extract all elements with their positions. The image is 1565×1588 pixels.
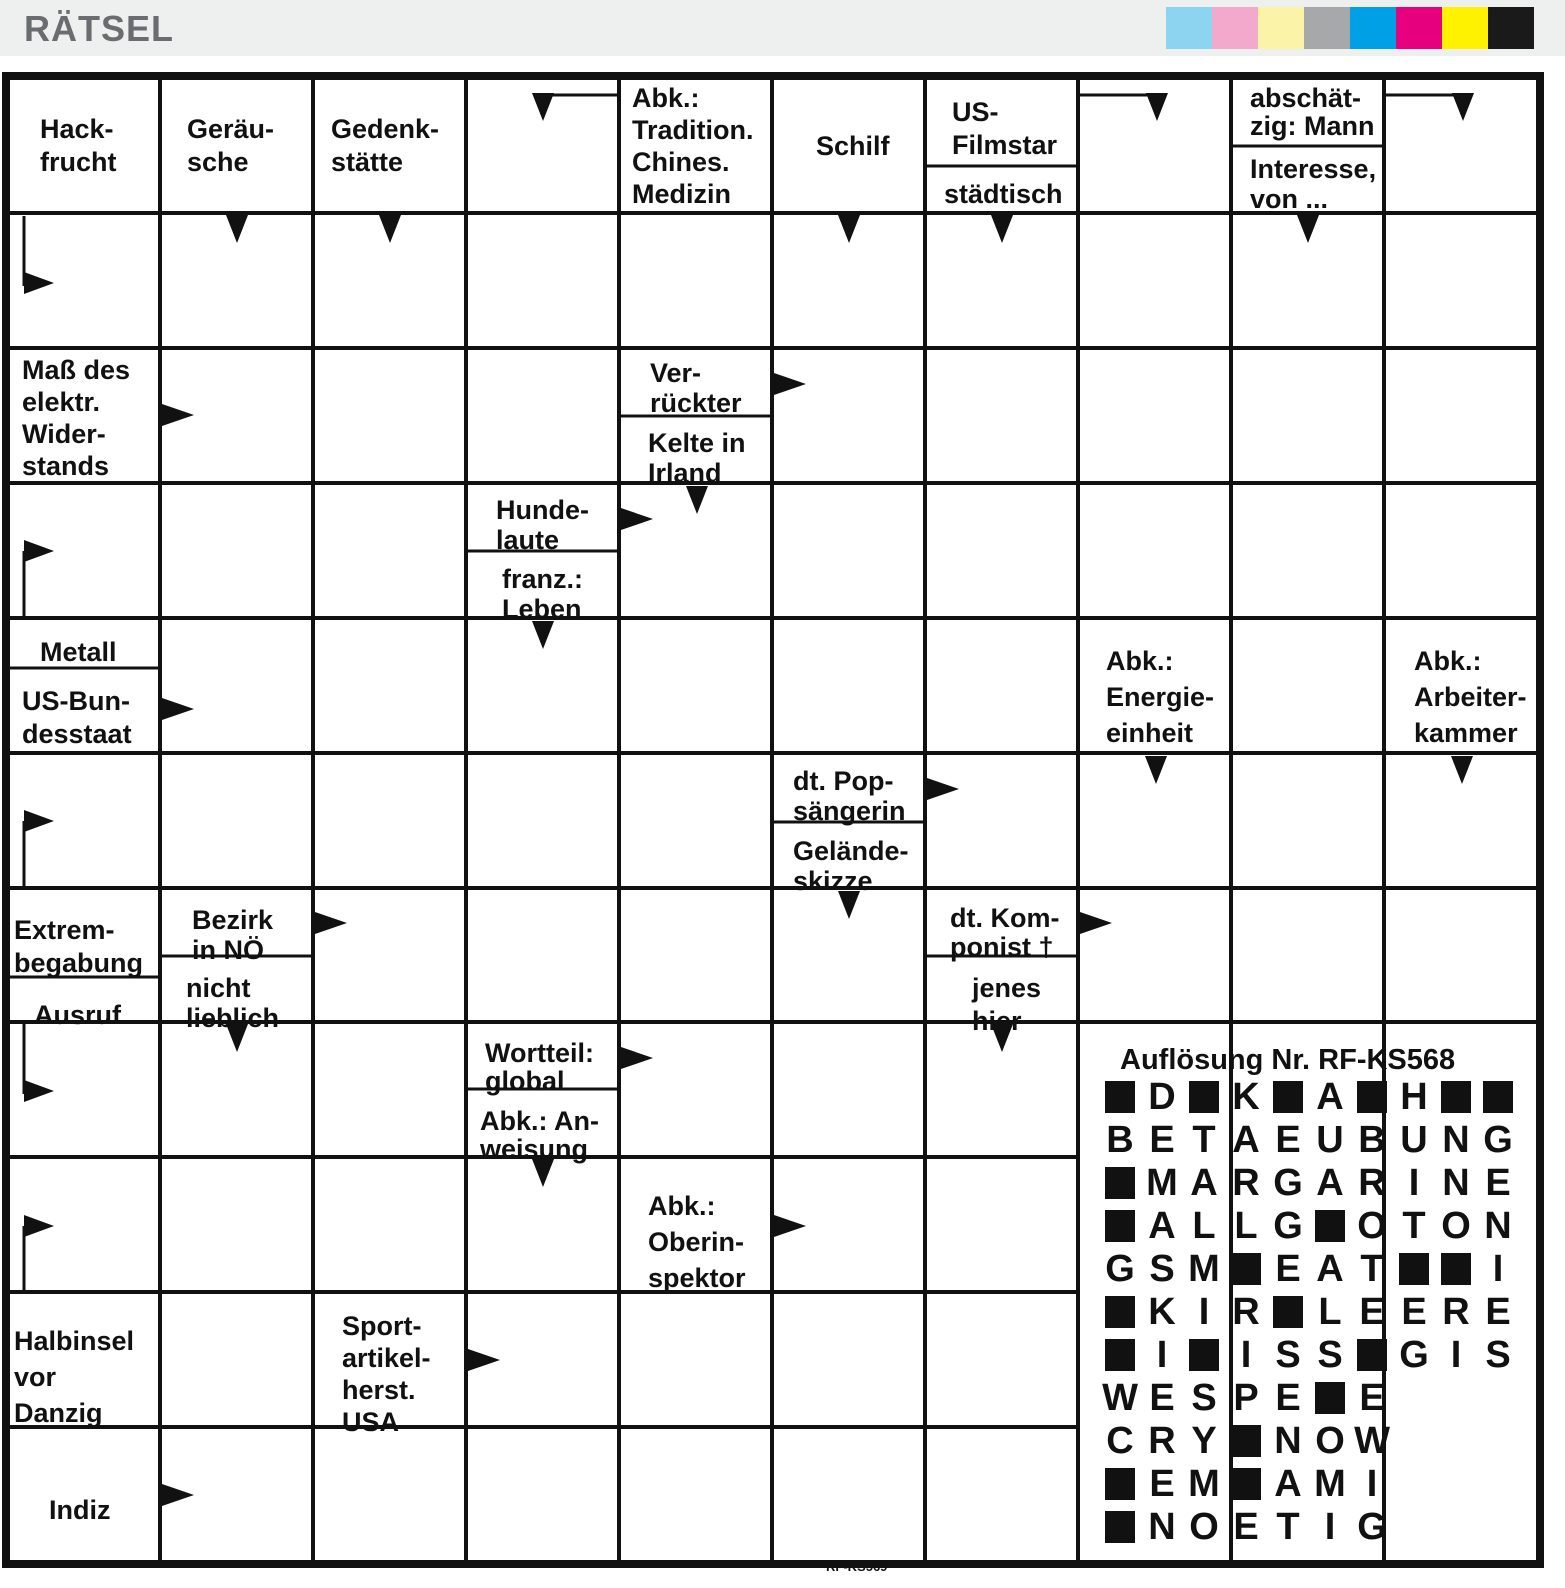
arrow-bent-right-icon bbox=[24, 1080, 54, 1102]
clue-hackfrucht: Hack- frucht bbox=[40, 114, 117, 177]
solution-letter: K bbox=[1232, 1076, 1260, 1118]
solution-row bbox=[1100, 1248, 1540, 1291]
arrow-bent-down-icon bbox=[1146, 93, 1168, 121]
solution-letter: S bbox=[1317, 1334, 1343, 1376]
arrow-down-icon bbox=[532, 621, 554, 649]
solution-row bbox=[1100, 1463, 1540, 1506]
clue-interesse-von: Interesse, von ... bbox=[1250, 154, 1377, 214]
solution-letter: U bbox=[1400, 1119, 1428, 1161]
clue-halbinsel-danzig: Halbinsel vor Danzig bbox=[14, 1326, 135, 1428]
clue-metall: Metall bbox=[40, 637, 117, 667]
arrow-right-icon bbox=[162, 1484, 194, 1506]
solution-block bbox=[1226, 1463, 1266, 1506]
solution-block bbox=[1478, 1076, 1518, 1119]
solution-block bbox=[1100, 1205, 1140, 1248]
clue-gedenkstaette: Gedenk- stätte bbox=[331, 114, 440, 177]
solution-block bbox=[1100, 1334, 1140, 1377]
solution-letter: A bbox=[1190, 1162, 1218, 1204]
solution-letter: E bbox=[1359, 1377, 1385, 1419]
solution-letter: E bbox=[1149, 1463, 1175, 1505]
arrow-down-icon bbox=[991, 215, 1013, 243]
arrow-bent-right-icon bbox=[24, 810, 54, 832]
solution-letter: I bbox=[1156, 1334, 1168, 1376]
solution-block bbox=[1268, 1291, 1308, 1334]
arrow-right-icon bbox=[621, 508, 653, 530]
clue-staedtisch: städtisch bbox=[944, 179, 1063, 209]
solution-letter: G bbox=[1399, 1334, 1429, 1376]
arrow-right-icon bbox=[621, 1047, 653, 1069]
clue-extrembegabung: Extrem- begabung bbox=[14, 915, 143, 978]
solution-letter: L bbox=[1192, 1205, 1216, 1247]
arrow-down-icon bbox=[379, 215, 401, 243]
solution-letter: M bbox=[1314, 1463, 1346, 1505]
solution-letter: R bbox=[1232, 1162, 1260, 1204]
solution-letter: K bbox=[1148, 1291, 1176, 1333]
solution-letter: A bbox=[1316, 1162, 1344, 1204]
solution-letter: I bbox=[1324, 1506, 1336, 1548]
solution-row bbox=[1100, 1076, 1540, 1119]
solution-letter: E bbox=[1275, 1119, 1301, 1161]
solution-letter: G bbox=[1273, 1162, 1303, 1204]
solution-letter: A bbox=[1148, 1205, 1176, 1247]
solution-letter: E bbox=[1149, 1119, 1175, 1161]
puzzle-title: RÄTSEL bbox=[24, 8, 174, 49]
solution-letter: E bbox=[1359, 1291, 1385, 1333]
solution-block bbox=[1184, 1076, 1224, 1119]
clue-geraeusche: Geräu- sche bbox=[187, 114, 275, 177]
clue-energieeinheit: Abk.: Energie- einheit bbox=[1106, 646, 1215, 748]
solution-letter: I bbox=[1240, 1334, 1252, 1376]
solution-letter: I bbox=[1408, 1162, 1420, 1204]
clue-mass-widerstand: Maß des elektr. Wider- stands bbox=[22, 355, 131, 481]
solution-letter: G bbox=[1483, 1119, 1513, 1161]
clue-komponist: dt. Kom- ponist † bbox=[950, 903, 1060, 962]
solution-block bbox=[1184, 1334, 1224, 1377]
arrow-right-icon bbox=[927, 778, 959, 800]
solution-letter: I bbox=[1450, 1334, 1462, 1376]
solution-block bbox=[1100, 1076, 1140, 1119]
clue-abschaetzig-mann: abschät- zig: Mann bbox=[1250, 83, 1375, 141]
solution-letter: O bbox=[1357, 1205, 1387, 1247]
solution-letter: A bbox=[1316, 1076, 1344, 1118]
clue-us-filmstar: US- Filmstar bbox=[952, 97, 1058, 160]
solution-letter: B bbox=[1106, 1119, 1134, 1161]
solution-letter: D bbox=[1148, 1076, 1176, 1118]
solution-letter: O bbox=[1189, 1506, 1219, 1548]
arrow-bent-down-icon bbox=[1452, 93, 1474, 121]
solution-block bbox=[1226, 1248, 1266, 1291]
solution-letter: A bbox=[1274, 1463, 1302, 1505]
clue-nicht-lieblich: nicht lieblich bbox=[186, 973, 280, 1033]
solution-letter: W bbox=[1102, 1377, 1138, 1419]
arrow-down-icon bbox=[1451, 756, 1473, 784]
solution-letter: M bbox=[1146, 1162, 1178, 1204]
solution-block bbox=[1310, 1377, 1350, 1420]
solution-letter: W bbox=[1354, 1420, 1390, 1462]
arrow-right-icon bbox=[774, 373, 806, 395]
solution-row bbox=[1100, 1119, 1540, 1162]
solution-title: Auflösung Nr. RF-KS568 bbox=[1120, 1044, 1456, 1076]
clue-franz-leben: franz.: Leben bbox=[502, 564, 583, 624]
solution-letter: P bbox=[1233, 1377, 1259, 1419]
clue-oberinspektor: Abk.: Oberin- spektor bbox=[648, 1191, 746, 1293]
solution-block bbox=[1268, 1076, 1308, 1119]
solution-letter: N bbox=[1442, 1119, 1470, 1161]
solution-letter: E bbox=[1149, 1377, 1175, 1419]
solution-block bbox=[1100, 1463, 1140, 1506]
arrow-right-icon bbox=[162, 698, 194, 720]
solution-letter: A bbox=[1232, 1119, 1260, 1161]
solution-letter: I bbox=[1366, 1463, 1378, 1505]
solution-letter: E bbox=[1275, 1248, 1301, 1290]
clue-indiz: Indiz bbox=[49, 1495, 111, 1525]
solution-letter: T bbox=[1192, 1119, 1216, 1161]
solution-letter: N bbox=[1148, 1506, 1176, 1548]
solution-letter: B bbox=[1358, 1119, 1386, 1161]
solution-block bbox=[1226, 1420, 1266, 1463]
solution-letter: G bbox=[1273, 1205, 1303, 1247]
solution-letter: R bbox=[1442, 1291, 1470, 1333]
solution-letter: E bbox=[1233, 1506, 1259, 1548]
solution-letter: R bbox=[1358, 1162, 1386, 1204]
arrow-right-icon bbox=[162, 404, 194, 426]
clue-schilf: Schilf bbox=[816, 131, 890, 161]
solution-block bbox=[1436, 1076, 1476, 1119]
clue-kelte-irland: Kelte in Irland bbox=[648, 428, 746, 488]
solution-letter: O bbox=[1441, 1205, 1471, 1247]
solution-letter: E bbox=[1485, 1291, 1511, 1333]
puzzle-code: RF-KS569 bbox=[826, 1559, 888, 1574]
solution-block bbox=[1352, 1334, 1392, 1377]
solution-row bbox=[1100, 1506, 1540, 1549]
solution-letter: N bbox=[1274, 1420, 1302, 1462]
solution-letter: T bbox=[1276, 1506, 1300, 1548]
clue-bezirk-noe: Bezirk in NÖ bbox=[192, 905, 274, 965]
solution-letter: T bbox=[1360, 1248, 1384, 1290]
solution-letter: A bbox=[1316, 1248, 1344, 1290]
clue-sportartikel-usa: Sport- artikel- herst. USA bbox=[342, 1311, 431, 1437]
clue-ausruf: Ausruf bbox=[34, 1000, 121, 1030]
clue-popsaengerin: dt. Pop- sängerin bbox=[793, 766, 906, 826]
solution-letter: E bbox=[1275, 1377, 1301, 1419]
solution-letter: M bbox=[1188, 1248, 1220, 1290]
solution-block bbox=[1100, 1291, 1140, 1334]
solution-row bbox=[1100, 1377, 1540, 1420]
solution-letter: N bbox=[1442, 1162, 1470, 1204]
solution-letter: S bbox=[1191, 1377, 1217, 1419]
arrow-bent-right-icon bbox=[24, 272, 54, 294]
clue-verrueckter: Ver- rückter bbox=[650, 358, 742, 418]
solution-letter: U bbox=[1316, 1119, 1344, 1161]
arrow-bent-down-icon bbox=[532, 93, 554, 121]
solution-letter: M bbox=[1188, 1463, 1220, 1505]
clue-tradition-chinese-medicine: Abk.: Tradition. Chines. Medizin bbox=[632, 83, 754, 209]
solution-row bbox=[1100, 1162, 1540, 1205]
solution-block bbox=[1310, 1205, 1350, 1248]
solution-block bbox=[1100, 1506, 1140, 1549]
solution-letter: I bbox=[1492, 1248, 1504, 1290]
arrow-right-icon bbox=[1080, 912, 1112, 934]
solution-panel bbox=[1100, 1036, 1540, 1556]
arrow-down-icon bbox=[226, 215, 248, 243]
arrow-right-icon bbox=[468, 1349, 500, 1371]
clue-arbeiterkammer: Abk.: Arbeiter- kammer bbox=[1414, 646, 1527, 748]
solution-letter: G bbox=[1357, 1506, 1387, 1548]
arrow-bent-right-icon bbox=[24, 540, 54, 562]
solution-letter: T bbox=[1402, 1205, 1426, 1247]
arrow-down-icon bbox=[1145, 756, 1167, 784]
solution-letter: Y bbox=[1191, 1420, 1217, 1462]
solution-row bbox=[1100, 1291, 1540, 1334]
arrow-right-icon bbox=[315, 912, 347, 934]
clue-jenes-hier: jenes hier bbox=[972, 973, 1042, 1036]
solution-letter: N bbox=[1484, 1205, 1512, 1247]
arrow-down-icon bbox=[686, 486, 708, 514]
solution-letter: L bbox=[1318, 1291, 1342, 1333]
solution-row bbox=[1100, 1420, 1540, 1463]
clue-hundelaute: Hunde- laute bbox=[496, 495, 589, 555]
solution-letter: O bbox=[1315, 1420, 1345, 1462]
solution-letter: E bbox=[1401, 1291, 1427, 1333]
solution-letter: R bbox=[1148, 1420, 1176, 1462]
solution-letter: G bbox=[1105, 1248, 1135, 1290]
solution-letter: S bbox=[1485, 1334, 1511, 1376]
clue-wortteil-global: Wortteil: global bbox=[485, 1038, 594, 1096]
arrow-right-icon bbox=[774, 1215, 806, 1237]
solution-block bbox=[1394, 1248, 1434, 1291]
solution-letter: H bbox=[1400, 1076, 1428, 1118]
arrow-bent-right-icon bbox=[24, 1215, 54, 1237]
solution-letter: R bbox=[1232, 1291, 1260, 1333]
solution-letter: S bbox=[1275, 1334, 1301, 1376]
solution-letter: E bbox=[1485, 1162, 1511, 1204]
solution-row bbox=[1100, 1334, 1540, 1377]
clue-anweisung: Abk.: An- weisung bbox=[480, 1106, 599, 1164]
solution-block bbox=[1352, 1076, 1392, 1119]
solution-block bbox=[1436, 1248, 1476, 1291]
clue-gelaendeskizze: Gelände- skizze bbox=[793, 836, 909, 896]
solution-letter: S bbox=[1149, 1248, 1175, 1290]
solution-letter: L bbox=[1234, 1205, 1258, 1247]
clue-us-bundesstaat: US-Bun- desstaat bbox=[22, 686, 132, 749]
solution-row bbox=[1100, 1205, 1540, 1248]
arrow-down-icon bbox=[838, 215, 860, 243]
solution-block bbox=[1100, 1162, 1140, 1205]
solution-letter: C bbox=[1106, 1420, 1134, 1462]
solution-letter: I bbox=[1198, 1291, 1210, 1333]
arrow-down-icon bbox=[1297, 215, 1319, 243]
